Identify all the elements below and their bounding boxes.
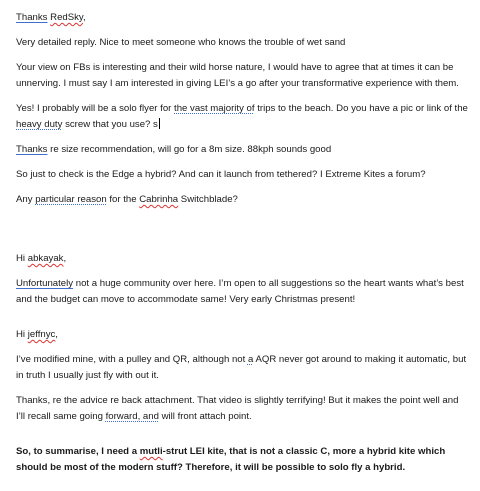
style-flagged-phrase: the vast majority of xyxy=(174,103,255,114)
paragraph[interactable] xyxy=(16,101,468,133)
paragraph[interactable] xyxy=(16,444,468,476)
text-run: , xyxy=(63,253,67,264)
spelling-flagged-word: abkayak xyxy=(27,253,64,264)
paragraph-spacer xyxy=(16,317,468,327)
paragraph[interactable] xyxy=(16,142,468,158)
style-flagged-phrase: particular reason xyxy=(35,194,107,205)
text-run: Switchblade? xyxy=(178,194,238,205)
text-run: Very detailed reply. Nice to meet someone who knows the trouble of wet sand xyxy=(16,37,346,48)
paragraph[interactable] xyxy=(16,35,468,51)
text-run: will front attach point. xyxy=(158,411,252,422)
text-cursor xyxy=(159,118,160,129)
paragraph-spacer xyxy=(16,434,468,444)
spelling-flagged-word: mutli xyxy=(139,446,163,457)
text-run: re size recommendation, will go for a 8m size. 88kph sounds good xyxy=(47,144,332,155)
text-run: Yes! I probably will be a solo flyer for xyxy=(16,103,175,114)
text-run: for the xyxy=(106,194,140,205)
text-run: Any xyxy=(16,194,36,205)
paragraph[interactable] xyxy=(16,393,468,425)
spelling-flagged-word: RedSky xyxy=(50,12,84,23)
paragraph[interactable] xyxy=(16,60,468,92)
text-run: trips to the beach. Do you have a pic or link of the xyxy=(254,103,468,114)
grammar-flagged-word: Thanks xyxy=(16,12,48,23)
style-flagged-phrase: heavy duty xyxy=(16,119,63,130)
text-run: Your view on FBs is interesting and their wild horse nature, I would have to agree that at times it can be unnerving. I must say I am interested in giving LEI’s a go after your transformative experience with them. xyxy=(16,62,459,89)
text-run: So, to summarise, I need a xyxy=(16,446,140,457)
text-run: not a huge community over here. I’m open to all suggestions so the heart wants what’s best and the budget can move to accommodate same! Very early Christmas present! xyxy=(16,278,464,305)
paragraph[interactable] xyxy=(16,251,468,267)
spelling-flagged-word: jeffnyc xyxy=(27,329,56,340)
text-run: , xyxy=(55,329,58,340)
paragraph[interactable] xyxy=(16,192,468,208)
paragraph[interactable] xyxy=(16,327,468,343)
paragraph[interactable] xyxy=(16,167,468,183)
grammar-flagged-word: Unfortunately xyxy=(16,278,74,289)
text-run: So just to check is the Edge a hybrid? And can it launch from tethered? I Extreme Kites a forum? xyxy=(16,169,426,180)
paragraph-spacer xyxy=(16,217,468,251)
text-run: screw that you use? s xyxy=(62,119,158,130)
grammar-flagged-word: Thanks xyxy=(16,144,48,155)
text-run: Hi xyxy=(16,253,28,264)
text-run: Hi xyxy=(16,329,28,340)
text-run: Thanks, re the advice re back attachment. That video is slightly terrifying! But it makes the point well and I’ll recall same going xyxy=(16,395,459,422)
style-flagged-phrase: a xyxy=(247,354,254,365)
document-body[interactable] xyxy=(16,10,468,485)
style-flagged-phrase: forward, and xyxy=(105,411,159,422)
paragraph[interactable] xyxy=(16,276,468,308)
paragraph[interactable] xyxy=(16,352,468,384)
text-run: -strut LEI kite, that is not a classic C, more a hybrid kite which should be most of the modern stuff? Therefore, it will be possible to solo fly a hybrid. xyxy=(16,446,446,473)
text-run: , xyxy=(83,12,86,23)
text-run: AQR never got around to making it automatic, but in truth I usually just fly with out it. xyxy=(16,354,467,381)
text-run: I’ve modified mine, with a pulley and QR, although not xyxy=(16,354,248,365)
paragraph[interactable] xyxy=(16,10,468,26)
spelling-flagged-word: Cabrinha xyxy=(139,194,179,205)
